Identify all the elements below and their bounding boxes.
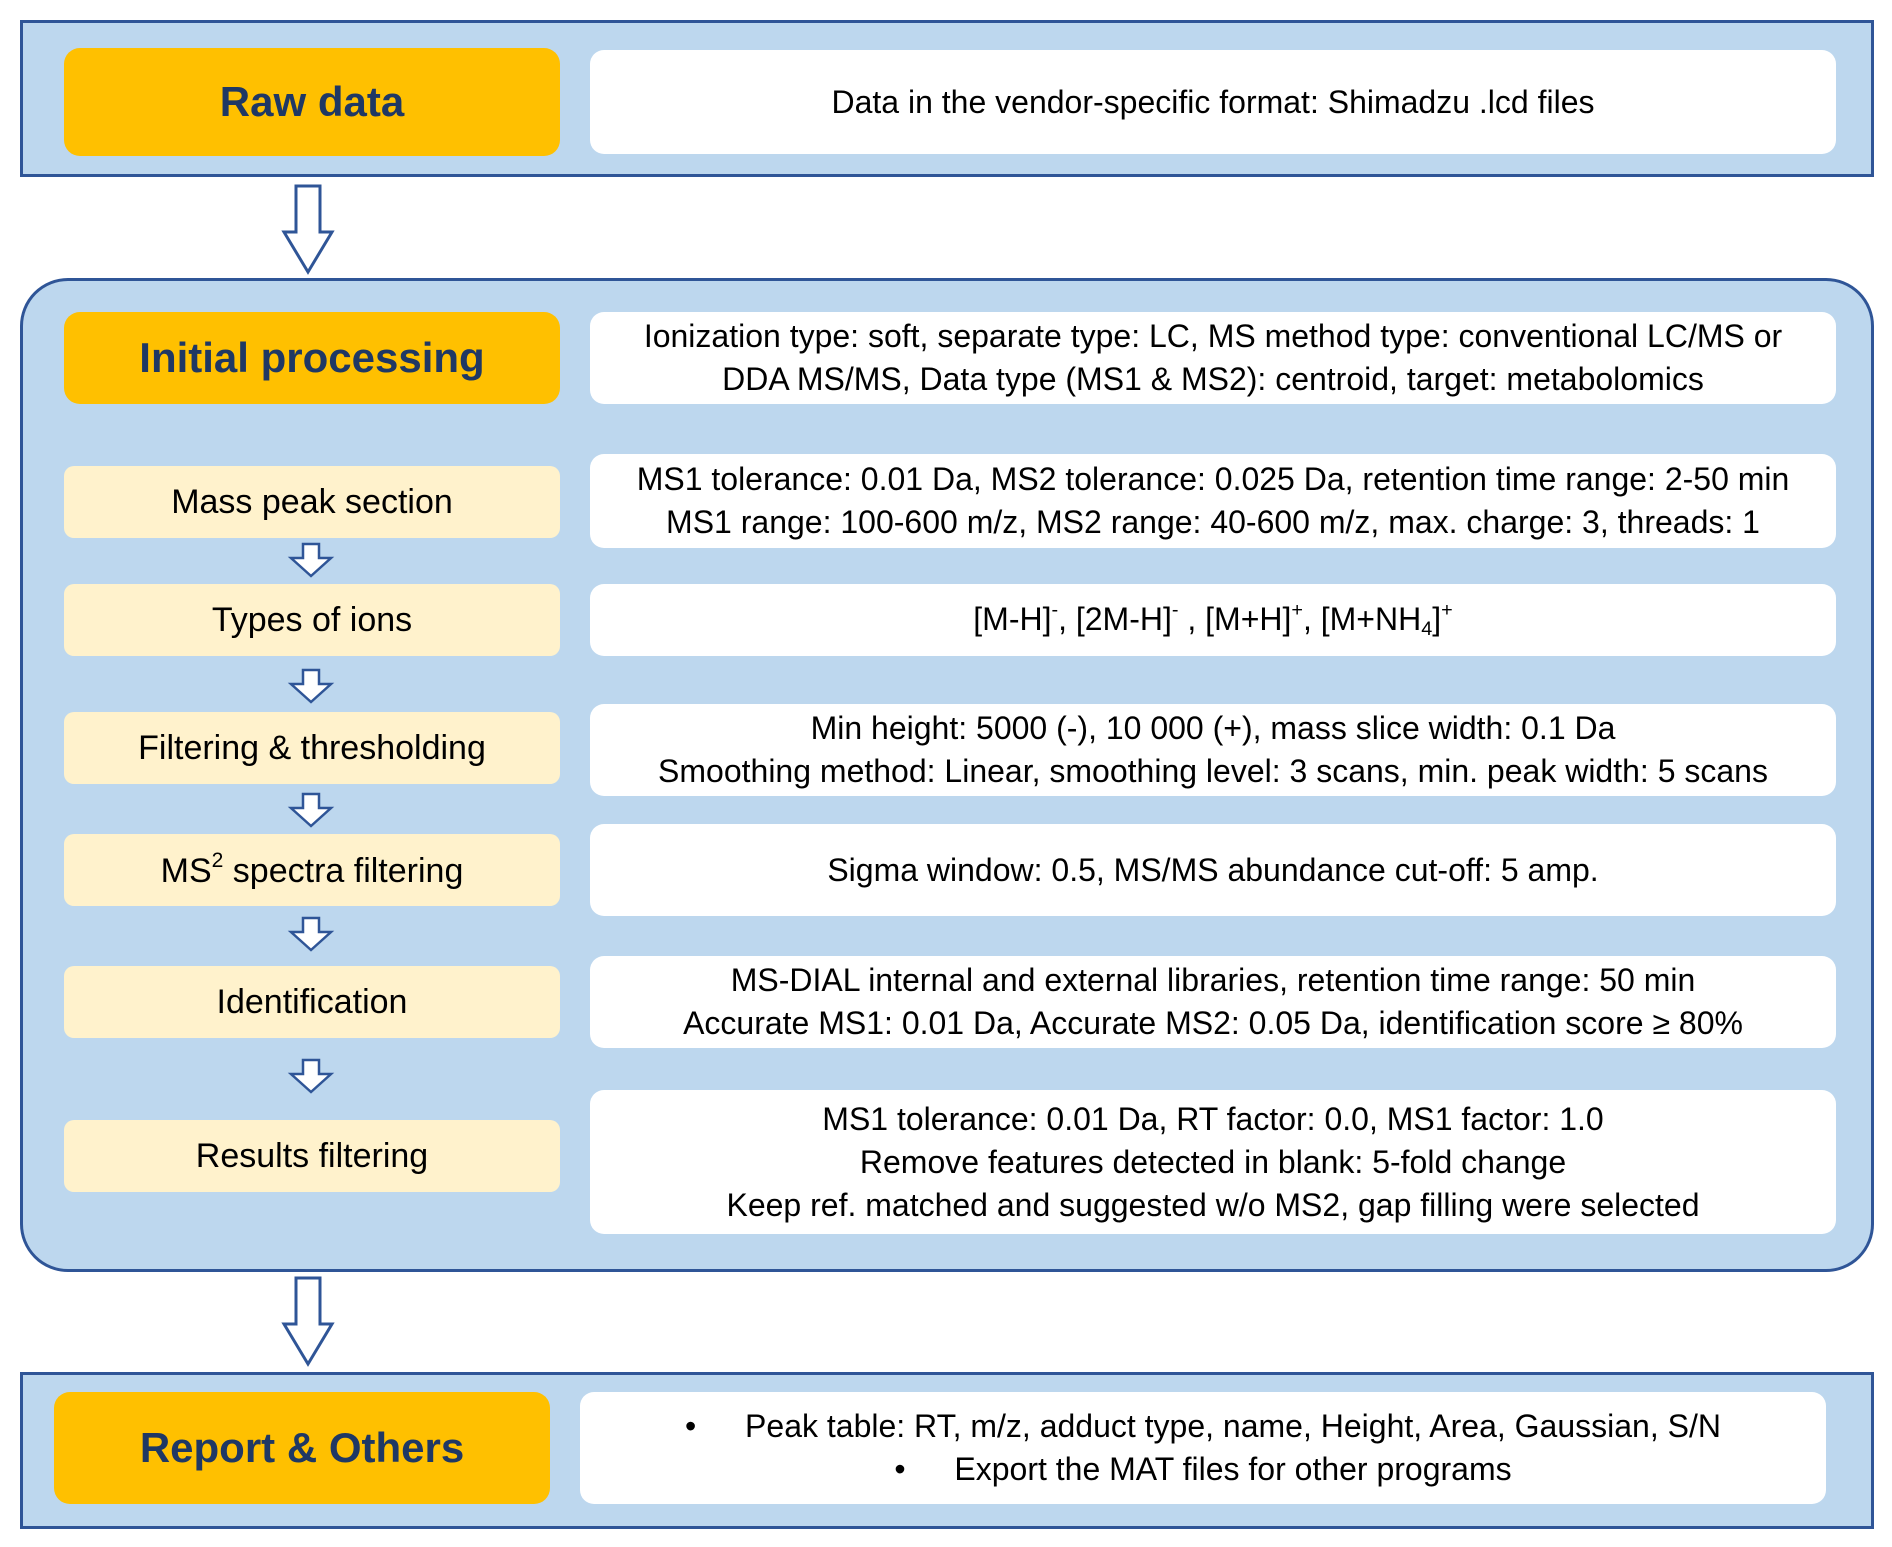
ion-2-charge: - <box>1171 599 1179 622</box>
ms2-label-post: spectra filtering <box>223 851 464 890</box>
raw-data-header <box>64 48 560 156</box>
small-down-arrow-5 <box>289 1058 335 1094</box>
results-line-1: MS1 tolerance: 0.01 Da, RT factor: 0.0, MS1 factor: 1.0 <box>822 1100 1604 1137</box>
detail-ms2-spectra-filtering <box>590 824 1836 916</box>
mass-peak-line-2: MS1 range: 100-600 m/z, MS2 range: 40-600 m/z, max. charge: 3, threads: 1 <box>666 504 1760 540</box>
step-filtering-label: Filtering & thresholding <box>138 728 486 767</box>
report-bullet-1 <box>685 1405 1721 1448</box>
small-down-arrow-1 <box>289 542 335 578</box>
filtering-line-2: Smoothing method: Linear, smoothing level: 3 scans, min. peak width: 5 scans <box>658 753 1768 789</box>
small-down-arrow-4 <box>289 916 335 952</box>
step-results-filtering-label: Results filtering <box>195 1136 429 1175</box>
detail-mass-peak-section <box>590 454 1836 548</box>
ion-4-charge: + <box>1441 599 1453 622</box>
ion-2: [2M-H] <box>1075 600 1172 637</box>
ion-sep-1: , <box>1058 600 1076 637</box>
small-down-arrow-2 <box>289 668 335 704</box>
raw-data-description <box>590 50 1836 154</box>
step-results-filtering <box>64 1120 560 1192</box>
ion-4-b: ] <box>1432 600 1442 637</box>
ion-sep-2: , <box>1178 600 1206 637</box>
step-identification <box>64 966 560 1038</box>
bullet-2-dot: • <box>894 1451 906 1487</box>
initial-processing-description <box>590 312 1836 404</box>
identification-line-1: MS-DIAL internal and external libraries, retention time range: 50 min <box>730 962 1696 998</box>
bullet-1-dot: • <box>685 1408 697 1444</box>
report-bullet-2 <box>894 1448 1511 1491</box>
ion-sep-3: , <box>1302 600 1321 637</box>
ion-3-charge: + <box>1291 599 1303 622</box>
report-bullet-2-text: Export the MAT files for other programs <box>954 1451 1512 1487</box>
ion-types-line <box>973 589 1452 651</box>
step-ms2-spectra-filtering <box>64 834 560 906</box>
step-mass-peak-section <box>64 466 560 538</box>
big-down-arrow-2 <box>280 1276 336 1368</box>
detail-results-filtering <box>590 1090 1836 1234</box>
report-bullet-1-text: Peak table: RT, m/z, adduct type, name, Height, Area, Gaussian, S/N <box>745 1408 1721 1444</box>
initial-processing-line-2: DDA MS/MS, Data type (MS1 & MS2): centroid, target: metabolomics <box>722 361 1704 397</box>
ion-1: [M-H] <box>973 600 1052 637</box>
initial-processing-line-1: Ionization type: soft, separate type: LC, MS method type: conventional LC/MS or <box>643 318 1783 354</box>
step-ms2-label <box>161 849 464 891</box>
detail-filtering-thresholding <box>590 704 1836 796</box>
identification-line-2: Accurate MS1: 0.01 Da, Accurate MS2: 0.05 Da, identification score ≥ 80% <box>683 1005 1743 1041</box>
ion-4-sub: 4 <box>1421 617 1433 640</box>
mass-peak-line-1: MS1 tolerance: 0.01 Da, MS2 tolerance: 0.025 Da, retention time range: 2-50 min <box>636 461 1790 497</box>
initial-processing-label: Initial processing <box>139 334 485 381</box>
small-down-arrow-3 <box>289 792 335 828</box>
ion-4-a: [M+NH <box>1320 600 1422 637</box>
report-header <box>54 1392 550 1504</box>
report-label: Report & Others <box>139 1424 465 1471</box>
results-line-3: Keep ref. matched and suggested w/o MS2, gap filling were selected <box>726 1186 1700 1223</box>
report-description <box>580 1392 1826 1504</box>
ion-3: [M+H] <box>1205 600 1292 637</box>
step-identification-label: Identification <box>216 982 408 1021</box>
initial-processing-header <box>64 312 560 404</box>
ms2-line-1: Sigma window: 0.5, MS/MS abundance cut-off: 5 amp. <box>827 851 1599 888</box>
step-mass-peak-label: Mass peak section <box>171 482 453 521</box>
detail-identification <box>590 956 1836 1048</box>
results-line-2: Remove features detected in blank: 5-fold change <box>859 1143 1567 1180</box>
ms2-label-sup: 2 <box>211 849 224 873</box>
step-filtering-thresholding <box>64 712 560 784</box>
big-down-arrow-1 <box>280 184 336 276</box>
ms2-label-pre: MS <box>160 851 212 890</box>
detail-types-of-ions <box>590 584 1836 656</box>
raw-data-label: Raw data <box>219 78 405 125</box>
raw-data-text: Data in the vendor-specific format: Shimadzu .lcd files <box>831 83 1595 120</box>
filtering-line-1: Min height: 5000 (-), 10 000 (+), mass slice width: 0.1 Da <box>810 710 1616 746</box>
step-types-of-ions-label: Types of ions <box>211 600 413 639</box>
step-types-of-ions <box>64 584 560 656</box>
ion-1-charge: - <box>1051 599 1059 622</box>
